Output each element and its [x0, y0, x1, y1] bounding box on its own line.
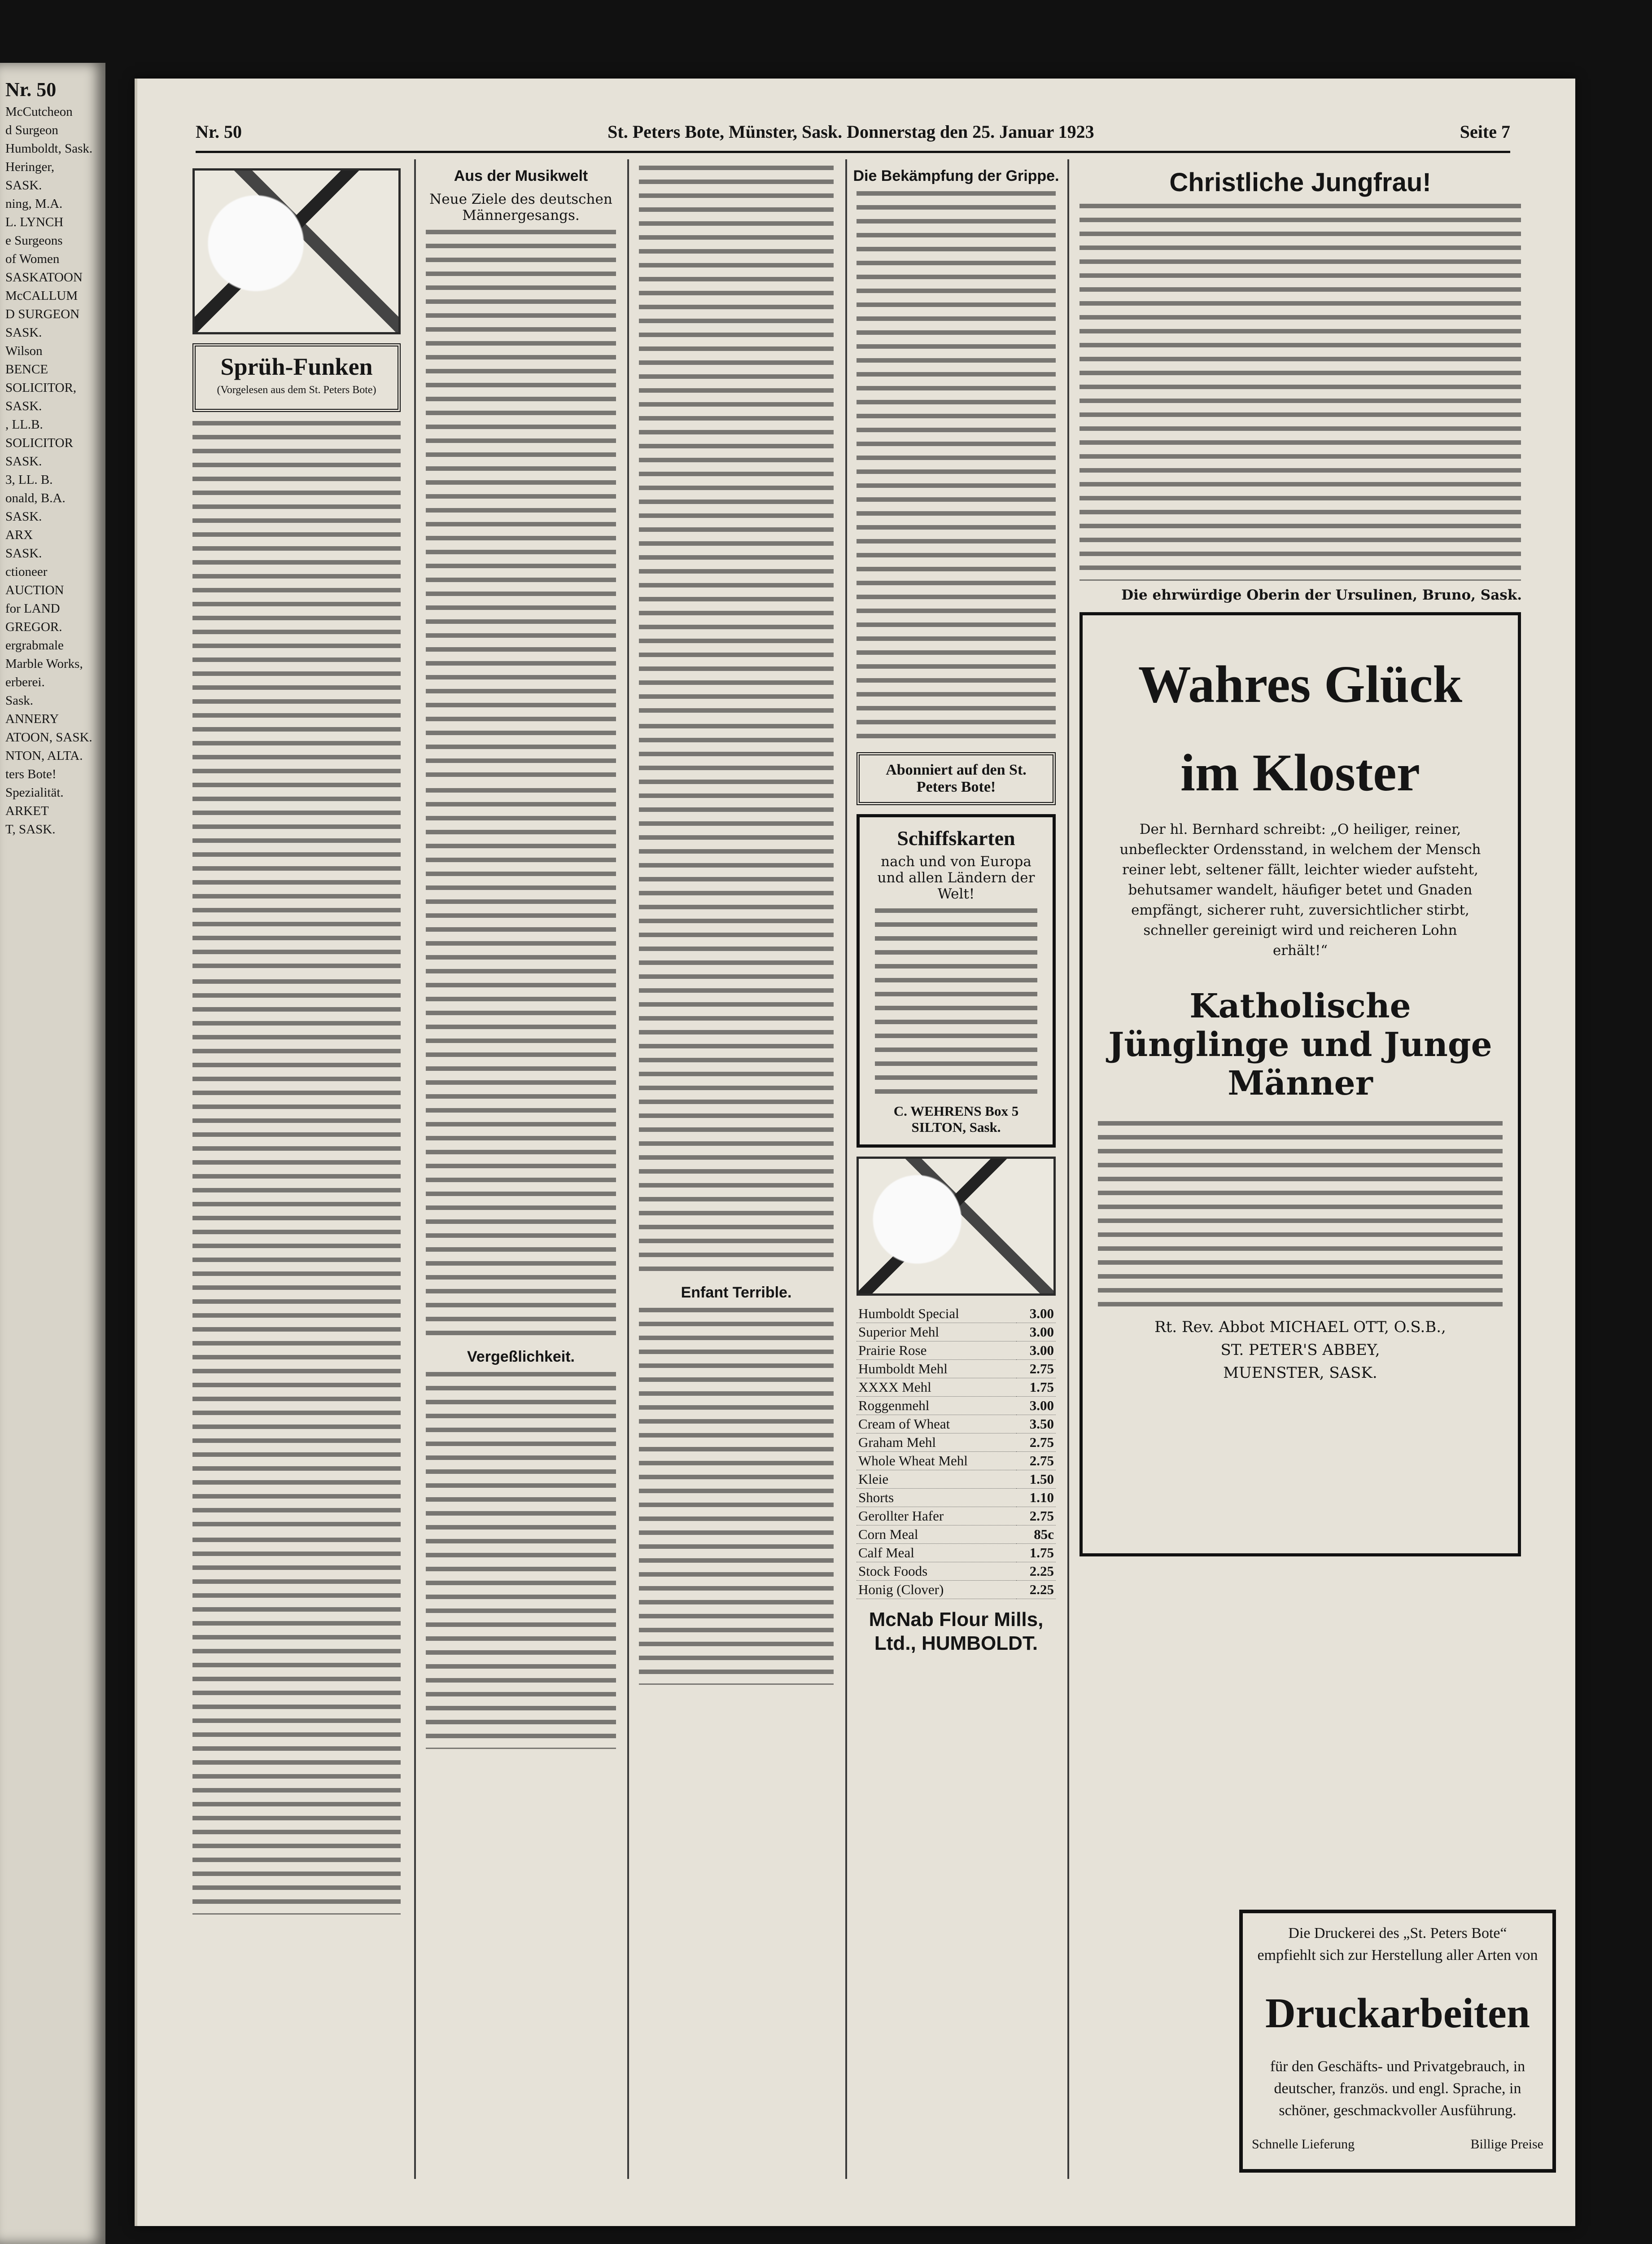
mcnab-flour-mills: McNab Flour Mills, Ltd., HUMBOLDT. — [869, 1608, 1044, 1654]
music-world-text-continued — [426, 788, 616, 1340]
price-value: 3.00 — [1016, 1341, 1056, 1360]
column-3-article-text-continued — [639, 724, 834, 1276]
left-page-snippet: SOLICITOR, — [5, 381, 77, 395]
left-page-snippet: ARKET — [5, 804, 49, 818]
left-page-snippet: NTON, ALTA. — [5, 749, 83, 763]
left-page-snippet: ARX — [5, 528, 33, 542]
left-page-snippet: ctioneer — [5, 565, 48, 579]
left-page-snippet: , LL.B. — [5, 417, 43, 432]
price-row — [857, 1507, 1056, 1525]
price-row — [857, 1489, 1056, 1507]
left-page-snippet: erberei. — [5, 675, 45, 689]
price-value: 1.50 — [1016, 1470, 1056, 1489]
left-page-snippet: of Women — [5, 252, 60, 266]
price-row — [857, 1378, 1056, 1397]
price-item-name: Calf Meal — [857, 1544, 1016, 1562]
price-value: 1.75 — [1016, 1544, 1056, 1562]
monastery-ad-title-1: Wahres Glück — [1138, 655, 1463, 714]
flour-price-list — [857, 1305, 1056, 1599]
price-row — [857, 1525, 1056, 1544]
column-divider — [414, 159, 416, 2179]
column-divider — [627, 159, 629, 2179]
left-page-number: Nr. 50 — [5, 79, 57, 101]
music-world-text — [426, 230, 616, 782]
left-page-snippet: McCutcheon — [5, 105, 73, 119]
shipping-contact: C. WEHRENS Box 5 SILTON, Sask. — [893, 1103, 1019, 1135]
price-value: 2.25 — [1016, 1562, 1056, 1581]
price-value: 2.25 — [1016, 1581, 1056, 1599]
price-value: 1.10 — [1016, 1489, 1056, 1507]
grippe-text — [857, 191, 1056, 743]
left-page-snippet: onald, B.A. — [5, 491, 66, 505]
left-page-snippet: SASK. — [5, 399, 42, 413]
price-row — [857, 1470, 1056, 1489]
price-value: 2.75 — [1016, 1507, 1056, 1525]
left-page-snippet: SASK. — [5, 509, 42, 524]
price-item-name: Cream of Wheat — [857, 1415, 1016, 1433]
printing-ad — [1239, 1910, 1556, 2173]
printing-ad-top: Die Druckerei des „St. Peters Bote“ — [1288, 1925, 1507, 1942]
column-5 — [1071, 159, 1529, 2206]
left-page-snippet: T, SASK. — [5, 822, 56, 837]
price-row — [857, 1415, 1056, 1433]
shipping-subtitle: nach und von Europa und allen Ländern der Welt! — [877, 854, 1035, 902]
left-page-snippet: ATOON, SASK. — [5, 730, 92, 745]
column-divider — [845, 159, 847, 2179]
price-item-name: Corn Meal — [857, 1525, 1016, 1544]
issue-number: Nr. 50 — [196, 122, 242, 142]
printing-ad-main: Druckarbeiten — [1265, 1990, 1530, 2037]
price-item-name: Stock Foods — [857, 1562, 1016, 1581]
printing-ad-bottom: für den Geschäfts- und Privatgebrauch, in deutscher, französ. und engl. Sprache, in schöner, geschmackvoller Ausführung. — [1270, 2058, 1525, 2119]
price-value: 3.00 — [1016, 1305, 1056, 1323]
shipping-ad-text — [875, 908, 1037, 1097]
left-page-snippet: ANNERY — [5, 712, 59, 726]
left-page-snippet: Sask. — [5, 693, 34, 708]
column-4 — [848, 159, 1064, 2206]
column-divider — [1067, 159, 1069, 2179]
price-item-name: Roggenmehl — [857, 1397, 1016, 1415]
left-page-snippet: SASK. — [5, 546, 42, 561]
left-page-snippet: Wilson — [5, 344, 43, 358]
flour-sack-illustration — [857, 1157, 1056, 1296]
left-page-snippet: ning, M.A. — [5, 197, 63, 211]
price-value: 3.50 — [1016, 1415, 1056, 1433]
monastery-ad-text — [1098, 1121, 1503, 1310]
price-row — [857, 1397, 1056, 1415]
left-page-snippet: GREGOR. — [5, 620, 62, 634]
enfant-terrible-heading: Enfant Terrible. — [681, 1284, 792, 1301]
music-world-heading: Aus der Musikwelt — [454, 167, 588, 184]
price-row — [857, 1360, 1056, 1378]
price-row — [857, 1305, 1056, 1323]
price-row — [857, 1341, 1056, 1360]
left-adjacent-page — [0, 63, 105, 2244]
left-page-snippet: Marble Works, — [5, 657, 83, 671]
left-page-snippet: d Surgeon — [5, 123, 58, 137]
left-page-snippet: D SURGEON — [5, 307, 80, 321]
page-number: Seite 7 — [1460, 122, 1510, 142]
price-item-name: Gerollter Hafer — [857, 1507, 1016, 1525]
column-1 — [184, 159, 409, 2206]
left-page-snippet: for LAND — [5, 601, 60, 616]
column-1-article-text-continued — [192, 979, 401, 1531]
left-page-snippet: Spezialität. — [5, 785, 64, 800]
left-page-snippet: SASK. — [5, 325, 42, 340]
monastery-ad-quote: Der hl. Bernhard schreibt: „O heiliger, reiner, unbefleckter Ordensstand, in welchem der Mensch reiner lebt, seltener fällt, leichter wieder aufsteht, behutsamer wandelt, häufiger betet und Gnaden empfängt, sicherer ruht, zuversichtlicher stirbt, schneller gereinigt wird und reicheren Lohn erhält!“ — [1119, 821, 1481, 959]
left-page-snippet: ters Bote! — [5, 767, 57, 781]
left-page-snippet: SASKATOON — [5, 270, 83, 285]
forgetfulness-heading: Vergeßlichkeit. — [467, 1348, 575, 1365]
abbey-contact-1: Rt. Rev. Abbot MICHAEL OTT, O.S.B., — [1154, 1318, 1446, 1336]
price-item-name: Humboldt Mehl — [857, 1360, 1016, 1378]
price-row — [857, 1581, 1056, 1599]
price-row — [857, 1452, 1056, 1470]
subscription-notice: Abonniert auf den St. Peters Bote! — [857, 752, 1056, 805]
left-page-snippet: BENCE — [5, 362, 48, 377]
left-page-snippet: Heringer, — [5, 160, 55, 174]
price-item-name: Superior Mehl — [857, 1323, 1016, 1341]
price-item-name: Kleie — [857, 1470, 1016, 1489]
price-value: 1.75 — [1016, 1378, 1056, 1397]
left-page-snippet: SASK. — [5, 454, 42, 469]
left-page-snippet: L. LYNCH — [5, 215, 64, 229]
price-item-name: Prairie Rose — [857, 1341, 1016, 1360]
monastery-invite: Katholische Jünglinge und Junge Männer — [1108, 987, 1492, 1103]
grippe-heading: Die Bekämpfung der Grippe. — [853, 167, 1059, 184]
price-value: 85c — [1016, 1525, 1056, 1544]
left-page-snippet: e Surgeons — [5, 233, 63, 248]
column-1-poem-text — [192, 1538, 401, 1915]
price-item-name: XXXX Mehl — [857, 1378, 1016, 1397]
christian-virgin-heading: Christliche Jungfrau! — [1169, 168, 1431, 197]
forgetfulness-text — [426, 1372, 616, 1749]
printing-ad-footer: Schnelle Lieferung Billige Preise — [1252, 2137, 1543, 2152]
shipping-ad — [857, 814, 1056, 1148]
ursuline-signature: Die ehrwürdige Oberin der Ursulinen, Bruno, Sask. — [1121, 587, 1522, 603]
price-row — [857, 1433, 1056, 1452]
price-item-name: Shorts — [857, 1489, 1016, 1507]
left-page-snippet: SOLICITOR — [5, 436, 73, 450]
left-page-snippet: SASK. — [5, 178, 42, 193]
shipping-title: Schiffskarten — [897, 827, 1015, 850]
price-item-name: Graham Mehl — [857, 1433, 1016, 1452]
column-3 — [631, 159, 842, 2206]
price-row — [857, 1323, 1056, 1341]
printing-ad-middle: empfiehlt sich zur Herstellung aller Arten von — [1257, 1947, 1538, 1964]
price-item-name: Humboldt Special — [857, 1305, 1016, 1323]
left-page-snippet: 3, LL. B. — [5, 473, 53, 487]
abbey-contact-3: MUENSTER, SASK. — [1223, 1363, 1377, 1382]
price-row — [857, 1544, 1056, 1562]
page-masthead — [196, 121, 1510, 153]
column-1-article-text — [192, 421, 401, 973]
left-page-snippet: McCALLUM — [5, 289, 78, 303]
monastery-ad-title-2: im Kloster — [1180, 743, 1420, 802]
publication-line: St. Peters Bote, Münster, Sask. Donnerstag den 25. Januar 1923 — [607, 122, 1094, 142]
column-3-article-text — [639, 166, 834, 718]
left-page-snippet: Humboldt, Sask. — [5, 141, 93, 156]
music-world-subheading: Neue Ziele des deutschen Männergesangs. — [429, 191, 612, 224]
abbey-contact-2: ST. PETER'S ABBEY, — [1220, 1341, 1380, 1359]
left-page-snippet: AUCTION — [5, 583, 64, 597]
price-value: 2.75 — [1016, 1452, 1056, 1470]
price-item-name: Whole Wheat Mehl — [857, 1452, 1016, 1470]
enfant-terrible-text — [639, 1308, 834, 1685]
christian-virgin-text — [1079, 204, 1521, 581]
spruh-funken-title: Sprüh-Funken (Vorgelesen aus dem St. Peters Bote) — [192, 343, 401, 412]
left-page-snippets — [0, 103, 105, 839]
sparks-illustration — [192, 168, 401, 334]
newspaper-page — [135, 79, 1575, 2226]
column-2 — [418, 159, 624, 2206]
price-value: 3.00 — [1016, 1397, 1056, 1415]
price-item-name: Honig (Clover) — [857, 1581, 1016, 1599]
price-value: 2.75 — [1016, 1360, 1056, 1378]
price-value: 3.00 — [1016, 1323, 1056, 1341]
left-page-snippet: ergrabmale — [5, 638, 64, 653]
price-row — [857, 1562, 1056, 1581]
price-value: 2.75 — [1016, 1433, 1056, 1452]
monastery-ad — [1079, 612, 1521, 1556]
